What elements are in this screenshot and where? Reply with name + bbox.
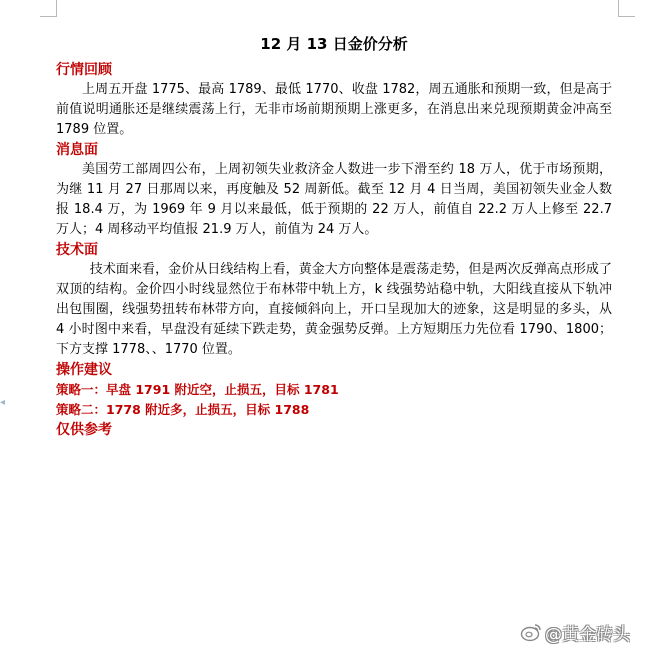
- section-heading: 行情回顾: [56, 62, 112, 78]
- section-heading: 操作建议: [56, 362, 112, 378]
- document-body: [56, 34, 612, 440]
- watermark: [520, 620, 630, 644]
- section-paragraph: 技术面来看，金价从日线结构上看，黄金大方向整体是震荡走势，但是两次反弹高点形成了双顶的结构。金价四小时线显然位于布林带中轨上方，k 线强势站稳中轨，大阳线直接从下轨冲出包围圈，线强势扭转布林带方向，直接倾斜向上，开口呈现加大的迹象，这是明显的多头，从 4 小时图中来看，早盘没有延续下跌走势，黄金强势反弹。上方短期压力先位看 1790、1800；下方支撑 1778、、1770 位置。: [56, 262, 612, 357]
- section-advice: [56, 360, 612, 440]
- section-heading: 消息面: [56, 142, 98, 158]
- section-paragraph: 上周五开盘 1775、最高 1789、最低 1770、收盘 1782，周五通胀和预期一致，但是高于前值说明通胀还是继续震荡上行，无非市场前期预期上涨更多，在消息出来兑现预期黄金冲高至 1789 位置。: [56, 82, 612, 137]
- document-title: 12 月 13 日金价分析: [260, 35, 408, 53]
- strategy-two: 策略二：1778 附近多，止损五，目标 1788: [56, 402, 310, 417]
- watermark-text: @黄金砖头: [545, 624, 630, 645]
- margin-marker-icon: ◂: [0, 397, 6, 408]
- section-market-review: [56, 60, 612, 140]
- page-corner-mark-left: [40, 0, 57, 17]
- section-news: [56, 140, 612, 240]
- page-corner-mark-right: [618, 0, 635, 17]
- disclaimer: 仅供参考: [56, 422, 112, 438]
- section-paragraph: 美国劳工部周四公布，上周初领失业救济金人数进一步下滑至约 18 万人，优于市场预期，为继 11 月 27 日那周以来，再度触及 52 周新低。截至 12 月 4 日当周，美国初领失业金人数报 18.4 万，为 1969 年 9 月以来最低，低于预期的 22 万人，前值自 22.2 万人上修至 22.7 万人；4 周移动平均值报 21.9 万人，前值为 24 万人。: [56, 162, 612, 237]
- section-heading: 技术面: [56, 242, 98, 258]
- section-technical: [56, 240, 612, 360]
- weibo-logo-icon: [520, 622, 542, 642]
- strategy-one: 策略一：早盘 1791 附近空，止损五，目标 1781: [56, 382, 339, 397]
